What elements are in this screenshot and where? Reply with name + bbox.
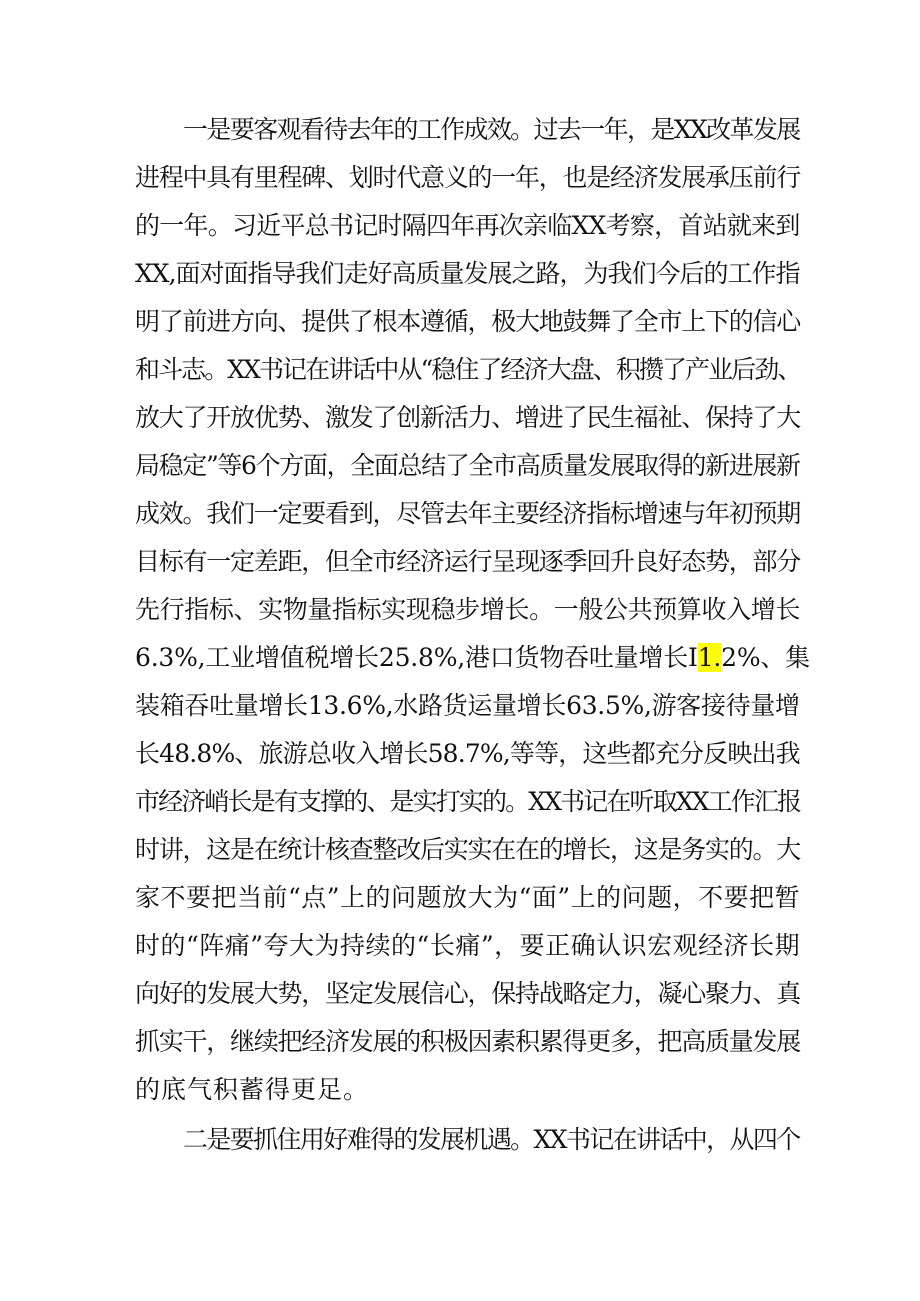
paragraph-line: 一是要客观看待去年的工作成效。过去一年，是XX改革发展 [183, 115, 800, 144]
paragraph-line: 局稳定”等6个方面，全面总结了全市高质量发展取得的新进展新 [135, 451, 800, 480]
paragraph-line: 抓实干，继续把经济发展的积极因素积累得更多，把高质量发展 [135, 1027, 801, 1056]
line-text-after-highlight: 2%、集 [721, 643, 810, 672]
paragraph-line: 的一年。习近平总书记时隔四年再次亲临XX考察，首站就来到 [135, 211, 800, 240]
paragraph-line: 的底气积蓄得更足。 [135, 1075, 370, 1104]
paragraph-line: 向好的发展大势，坚定发展信心，保持战略定力，凝心聚力、真 [135, 979, 801, 1008]
paragraph-line: 长48.8%、旅游总收入增长58.7%,等等，这些都充分反映出我 [135, 739, 800, 768]
paragraph-line: 装箱吞吐量增长13.6%,水路货运量增长63.5%,游客接待量增 [135, 691, 800, 720]
paragraph-line: 明了前进方向、提供了根本遵循，极大地鼓舞了全市上下的信心 [135, 307, 801, 336]
paragraph-line: 时讲，这是在统计核查整改后实实在在的增长，这是务实的。大 [135, 835, 801, 864]
paragraph-line: 时的“阵痛”夸大为持续的“长痛”，要正确认识宏观经济长期 [135, 931, 801, 960]
paragraph-line-highlighted [135, 642, 810, 674]
paragraph-line: 二是要抓住用好难得的发展机遇。XX书记在讲话中，从四个 [183, 1125, 800, 1154]
paragraph-line: 进程中具有里程碑、划时代意义的一年，也是经济发展承压前行 [135, 163, 801, 192]
paragraph-line: 先行指标、实物量指标实现稳步增长。一般公共预算收入增长 [135, 595, 801, 624]
paragraph-line: 市经济峭长是有支撑的、是实打实的。XX书记在听取XX工作汇报 [135, 787, 801, 816]
paragraph-line: 和斗志。XX书记在讲话中从“稳住了经济大盘、积攒了产业后劲、 [135, 355, 801, 384]
highlighted-text: 1. [697, 643, 722, 672]
paragraph-line: 成效。我们一定要看到，尽管去年主要经济指标增速与年初预期 [135, 499, 801, 528]
line-text-before-highlight: 6.3%,工业增值税增长25.8%,港口货物吞吐量增长I [135, 643, 698, 672]
paragraph-line: 目标有一定差距，但全市经济运行呈现逐季回升良好态势，部分 [135, 547, 801, 576]
paragraph-line: 家不要把当前“点”上的问题放大为“面”上的问题，不要把暂 [135, 883, 801, 912]
paragraph-line: 放大了开放优势、激发了创新活力、增进了民生福祉、保持了大 [135, 403, 801, 432]
paragraph-line: XX,面对面指导我们走好高质量发展之路，为我们今后的工作指 [135, 259, 800, 288]
